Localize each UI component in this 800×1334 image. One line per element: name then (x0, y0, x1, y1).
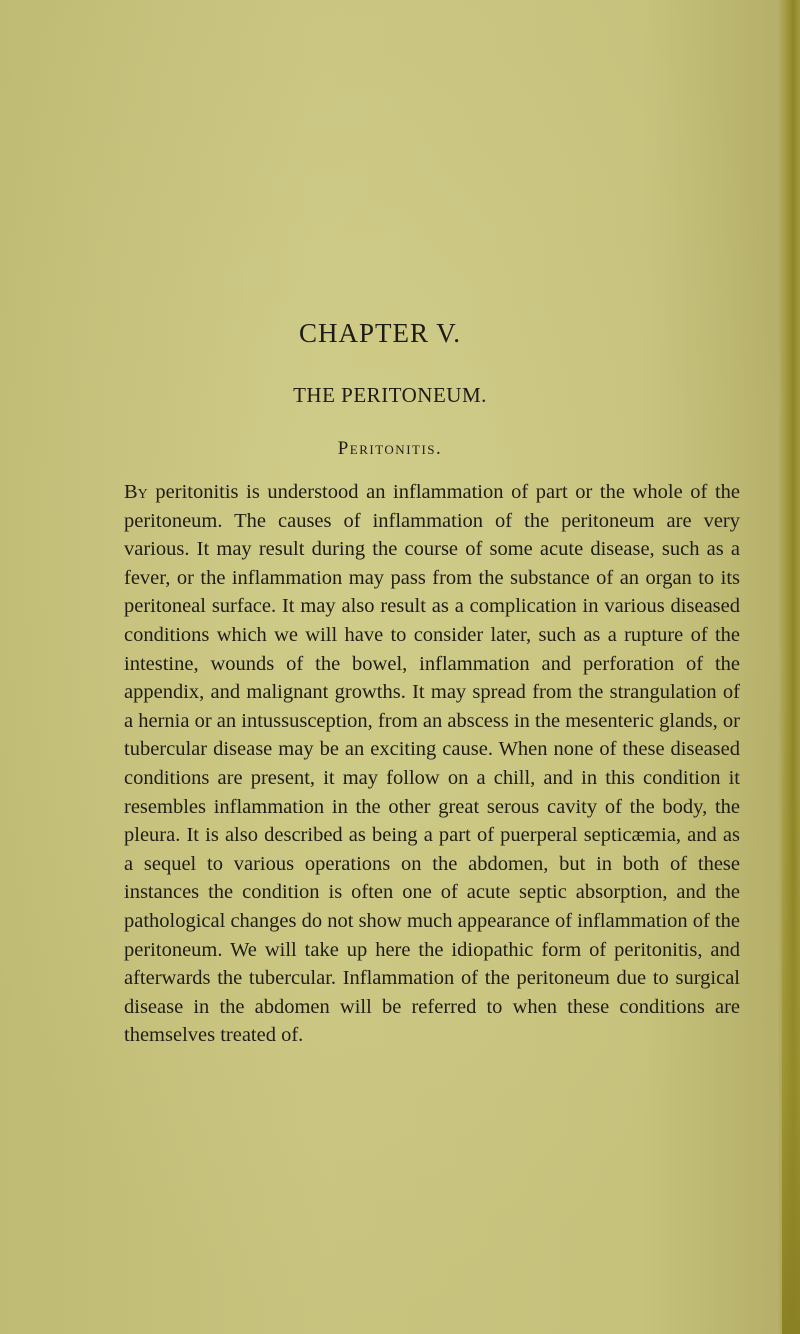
paragraph-lead-word: By (124, 481, 148, 503)
chapter-heading: CHAPTER V. (298, 318, 462, 348)
chapter-title: THE PERITONEUM. (293, 383, 487, 407)
page-edge-stain (782, 714, 800, 1334)
section-heading: Peritonitis. (337, 438, 443, 459)
paragraph-text: peritonitis is understood an inflammation of part or the whole of the peritoneum. The causes of inflammation of the peritoneum are very various. It may result during the course of some acute disease, such as a fever, or the inflammation may pass from the substance of an organ to its peritoneal surface. It may also result as a complication in various diseased conditions which we will have to consider later, such as a rupture of the intestine, wounds of the bowel, inflammation and perforation of the appendix, and malignant growths. It may spread from the strangulation of a hernia or an intussusception, from an abscess in the mesenteric glands, or tubercular disease may be an exciting cause. When none of these diseased conditions are present, it may follow on a chill, and in this condition it resembles inflammation in the other great serous cavity of the body, the pleura. It is also described as being a part of puerperal septicæmia, and as a sequel to various operations on the abdomen, but in both of these instances the condition is often one of acute septic absorption, and the pathological changes do not show much appearance of inflammation of the peritoneum. We will take up here the idiopathic form of peritonitis, and afterwards the tubercular. Inflammation of the peritoneum due to surgical disease in the abdomen will be referred to when these conditions are themselves treated of. (124, 481, 740, 1047)
body-paragraph (124, 478, 740, 1050)
